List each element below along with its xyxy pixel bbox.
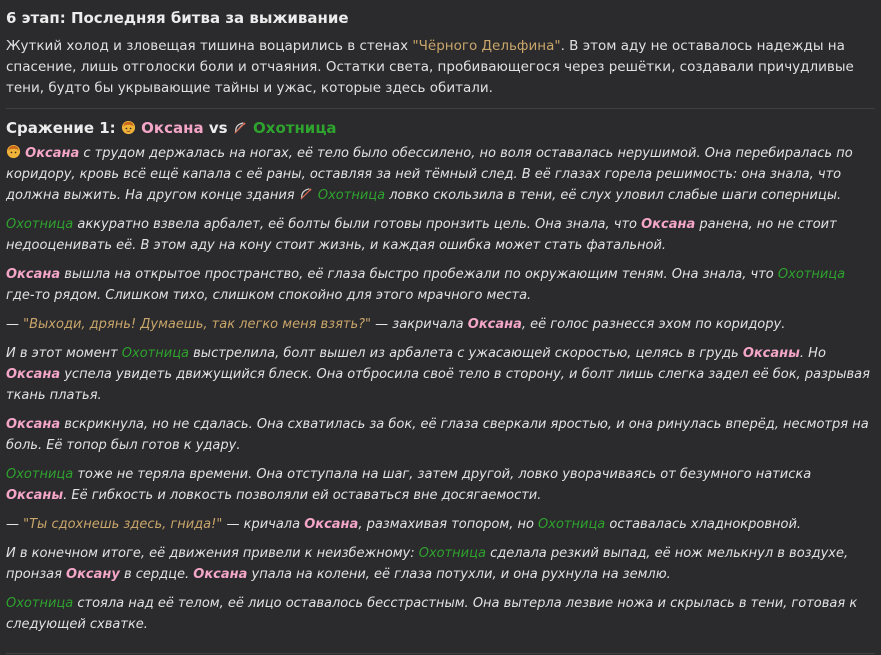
name-oksana: Оксана: [304, 517, 359, 532]
story-paragraph-9: [6, 543, 875, 585]
intro-text: Жуткий холод и зловещая тишина воцарились в стенах: [6, 38, 413, 54]
name-hunter: Охотница: [6, 467, 74, 482]
paragraph-text: стояла над её телом, её лицо оставалось бесстрастным. Она вытерла лезвие ножа и скрылась в тени, готовая к следующей схватке.: [6, 596, 858, 632]
story-paragraph-10: [6, 593, 875, 635]
story-paragraph-4: [6, 314, 875, 335]
name-hunter: Охотница: [6, 596, 74, 611]
bow-arrow-icon: [233, 120, 248, 135]
dash: —: [6, 517, 24, 532]
paragraph-text: вскрикнула, но не сдалась. Она схватилась за бок, её глаза сверкали яростью, и она ринулась вперёд, несмотря на боль. Её топор был готов к удару.: [6, 417, 869, 453]
paragraph-text: сделала резкий выпад, её нож мелькнул в воздухе, пронзая: [6, 546, 849, 582]
name-oksany: Оксаны: [6, 488, 64, 503]
fighter1-name: Оксана: [141, 119, 204, 137]
prison-name: "Чёрного Дельфина": [412, 38, 561, 54]
woman-emoji-icon: [121, 120, 136, 135]
intro-text: . В этом аду не оставалось надежды на спасение, лишь отголоски боли и отчаяния. Остатки света, пробивающегося через решётки, создавали причудливые тени, будто бы укрывающие тайны и ужас, которые здесь обитали.: [6, 38, 854, 96]
name-hunter: Охотница: [6, 217, 74, 232]
bow-arrow-icon: [299, 186, 314, 201]
stage-intro: [6, 36, 875, 99]
fighter2-name: Охотница: [253, 119, 337, 137]
divider: [6, 653, 875, 654]
paragraph-text: упала на колени, её глаза потухли, и она рухнула на землю.: [247, 567, 671, 582]
paragraph-text: оставалась хладнокровной.: [605, 517, 802, 532]
paragraph-text: — кричала: [222, 517, 305, 532]
paragraph-text: . Но: [799, 346, 826, 361]
name-hunter: Охотница: [121, 346, 190, 361]
battle-title-prefix: Сражение 1:: [6, 119, 116, 137]
story-paragraph-7: [6, 464, 875, 506]
name-oksana: Оксана: [193, 567, 248, 582]
name-oksana: Оксана: [25, 146, 80, 161]
paragraph-text: . Её гибкость и ловкость позволяли ей оставаться вне досягаемости.: [63, 488, 542, 503]
story-paragraph-5: [6, 343, 875, 406]
paragraph-text: где-то рядом. Слишком тихо, слишком спокойно для этого мрачного места.: [6, 288, 532, 303]
story-paragraph-1: [6, 143, 875, 206]
paragraph-text: И в конечном итоге, её движения привели к неизбежному:: [6, 546, 419, 561]
paragraph-text: ранена, но не стоит недооценивать её. В этом аду на кону стоит жизнь, и каждая ошибка может стать фатальной.: [6, 217, 837, 253]
name-oksany: Оксаны: [742, 346, 800, 361]
speech-quote: "Выходи, дрянь! Думаешь, так легко меня взять?": [23, 317, 372, 332]
name-oksana: Оксана: [467, 317, 522, 332]
paragraph-text: тоже не теряла времени. Она отступала на шаг, затем другой, ловко уворачиваясь от безумного натиска: [73, 467, 812, 482]
name-oksana: Оксана: [641, 217, 696, 232]
story-paragraph-6: [6, 414, 875, 456]
paragraph-text: И в этот момент: [6, 346, 122, 361]
name-hunter: Охотница: [317, 188, 386, 203]
battle-title: [6, 117, 875, 139]
paragraph-text: ловко скользила в тени, её слух уловил слабые шаги соперницы.: [385, 188, 842, 203]
paragraph-text: успела увидеть движущийся блеск. Она отбросила своё тело в сторону, и болт лишь слегка задел её бок, разрывая ткань платья.: [6, 367, 870, 403]
story-paragraph-3: [6, 264, 875, 306]
name-hunter: Охотница: [777, 267, 846, 282]
story-paragraph-2: [6, 214, 875, 256]
paragraph-text: в сердце.: [119, 567, 194, 582]
name-hunter: Охотница: [418, 546, 486, 561]
speech-quote: "Ты сдохнешь здесь, гнида!": [23, 517, 223, 532]
divider: [6, 108, 875, 109]
paragraph-text: вышла на открытое пространство, её глаза быстро пробежали по окружающим теням. Она знала, что: [60, 267, 778, 282]
dash: —: [6, 317, 24, 332]
paragraph-text: аккуратно взвела арбалет, её болты были готовы пронзить цель. Она знала, что: [73, 217, 642, 232]
name-oksana: Оксана: [6, 267, 61, 282]
paragraph-text: — закричала: [371, 317, 468, 332]
woman-emoji-icon: [6, 144, 21, 159]
name-oksana: Оксана: [6, 367, 61, 382]
paragraph-text: с трудом держалась на ногах, её тело было обессилено, но воля оставалась нерушимой. Она перебиралась по коридору, кровь всё ещё капала с её раны, оставляя за ней тёмный след. В её глазах горела решимость: она знала, что должна выжить. На другом конце здания: [6, 146, 853, 203]
stage-title: 6 этап: Последняя битва за выживание: [6, 9, 349, 27]
story-paragraph-8: [6, 514, 875, 535]
name-oksanu: Оксану: [66, 567, 120, 582]
paragraph-text: , её голос разнесся эхом по коридору.: [521, 317, 786, 332]
name-oksana: Оксана: [6, 417, 61, 432]
paragraph-text: , размахивая топором, но: [358, 517, 539, 532]
paragraph-text: выстрелила, болт вышел из арбалета с ужасающей скоростью, целясь в грудь: [189, 346, 743, 361]
name-hunter: Охотница: [538, 517, 606, 532]
vs-label: vs: [208, 119, 228, 137]
